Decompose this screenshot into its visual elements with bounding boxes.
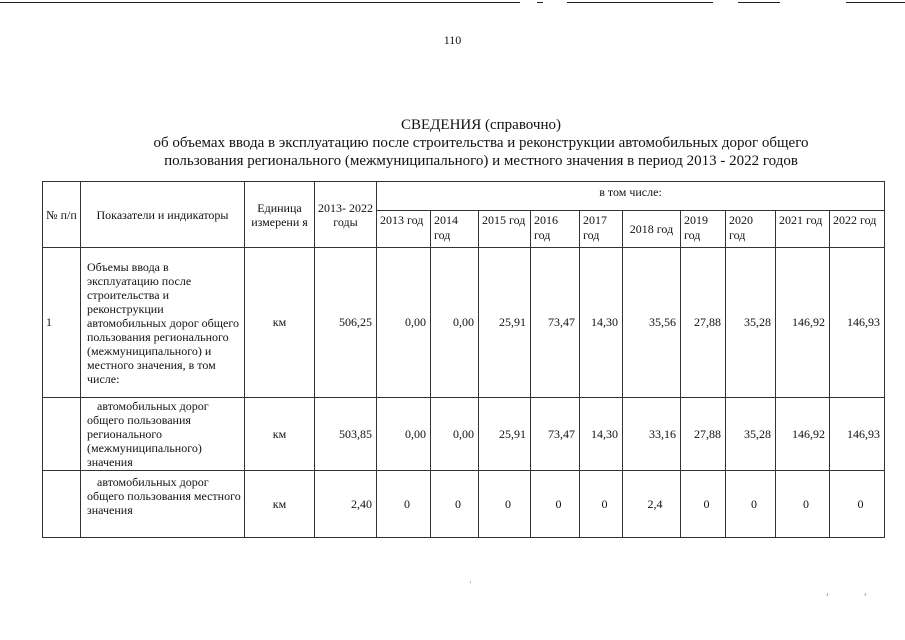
row-num (43, 398, 81, 471)
row-value: 0,00 (431, 248, 479, 398)
scan-top-line (0, 2, 520, 3)
table-row (43, 471, 885, 538)
row-total: 506,25 (315, 248, 377, 398)
row-value: 2,4 (623, 471, 681, 538)
header-year: 2022 год (830, 211, 885, 248)
row-value: 0 (830, 471, 885, 538)
scan-top-line (846, 2, 905, 3)
row-value: 25,91 (479, 248, 531, 398)
row-value: 0 (431, 471, 479, 538)
row-value: 0 (377, 471, 431, 538)
header-year: 2020 год (726, 211, 776, 248)
scan-top-line (738, 2, 780, 3)
row-value: 0,00 (377, 248, 431, 398)
row-value: 0,00 (377, 398, 431, 471)
header-unit: Единица измерени я (245, 182, 315, 248)
scan-top-line (537, 2, 543, 3)
row-value: 0 (531, 471, 580, 538)
row-value: 146,92 (776, 398, 830, 471)
table-row (43, 248, 885, 398)
header-year: 2018 год (623, 211, 681, 248)
header-year: 2013 год (377, 211, 431, 248)
row-num (43, 471, 81, 538)
row-value: 0 (726, 471, 776, 538)
row-value: 35,28 (726, 248, 776, 398)
row-indicator: автомобильных дорог общего пользования регионального (межмуниципального) значения (81, 398, 245, 471)
row-value: 27,88 (681, 398, 726, 471)
row-value: 14,30 (580, 248, 623, 398)
data-table (42, 181, 885, 538)
header-year: 2019 год (681, 211, 726, 248)
header-year: 2016 год (531, 211, 580, 248)
header-year: 2015 год (479, 211, 531, 248)
header-total: 2013- 2022 годы (315, 182, 377, 248)
row-unit: км (245, 471, 315, 538)
scan-speck: ʻ (826, 592, 829, 601)
row-value: 25,91 (479, 398, 531, 471)
row-value: 27,88 (681, 248, 726, 398)
table-row (43, 398, 885, 471)
row-value: 33,16 (623, 398, 681, 471)
title-line-3: пользования регионального (межмуниципального) и местного значения в период 2013 - 2022 годов (164, 153, 798, 169)
header-num: № п/п (43, 182, 81, 248)
row-unit: км (245, 398, 315, 471)
header-year: 2017 год (580, 211, 623, 248)
row-value: 0 (580, 471, 623, 538)
scan-top-line (567, 2, 713, 3)
row-num: 1 (43, 248, 81, 398)
row-value: 146,93 (830, 398, 885, 471)
scan-speck: ʻ (864, 592, 867, 601)
header-year: 2021 год (776, 211, 830, 248)
row-value: 146,93 (830, 248, 885, 398)
row-indicator: автомобильных дорог общего пользования местного значения (81, 471, 245, 538)
row-value: 146,92 (776, 248, 830, 398)
row-value: 0 (681, 471, 726, 538)
header-year: 2014 год (431, 211, 479, 248)
row-value: 0 (479, 471, 531, 538)
scan-speck: · (469, 578, 472, 587)
title-line-2: об объемах ввода в эксплуатацию после строительства и реконструкции автомобильных дорог общего (153, 135, 809, 151)
row-value: 73,47 (531, 398, 580, 471)
title-line-1: СВЕДЕНИЯ (справочно) (401, 117, 561, 133)
row-value: 0,00 (431, 398, 479, 471)
header-indicator: Показатели и индикаторы (81, 182, 245, 248)
row-value: 35,28 (726, 398, 776, 471)
row-unit: км (245, 248, 315, 398)
row-total: 2,40 (315, 471, 377, 538)
row-value: 0 (776, 471, 830, 538)
page-number: 110 (443, 33, 462, 47)
row-indicator: Объемы ввода в эксплуатацию после строительства и реконструкции автомобильных дорог общего пользования регионального (межмуниципального) и местного значения, в том числе: (81, 248, 245, 398)
header-including: в том числе: (377, 182, 885, 211)
row-value: 35,56 (623, 248, 681, 398)
row-value: 73,47 (531, 248, 580, 398)
row-value: 14,30 (580, 398, 623, 471)
row-total: 503,85 (315, 398, 377, 471)
